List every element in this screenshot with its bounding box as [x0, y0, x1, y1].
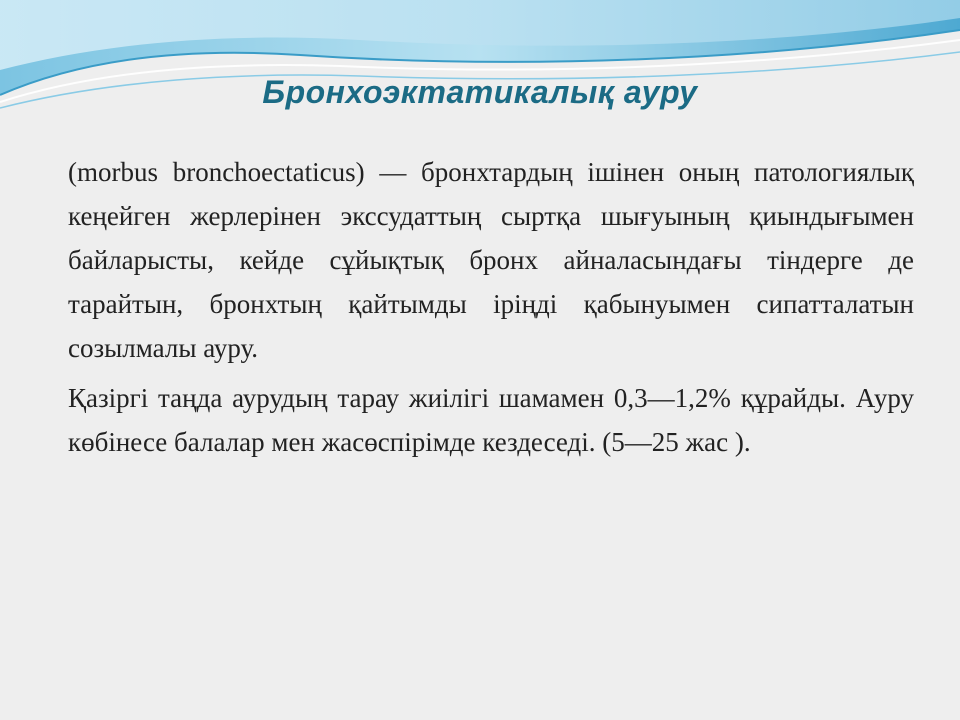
slide-title: Бронхоэктатикалық ауру [262, 74, 698, 110]
slide-body [68, 150, 914, 464]
paragraph-prevalence: Қазіргі таңда аурудың тарау жиілігі шамамен 0,3—1,2% құрайды. Ауру көбінесе балалар мен жасөспірімде кездеседі. (5—25 жас ). [68, 383, 914, 457]
paragraph-definition: (morbus bronchoectaticus) — бронхтардың ішінен оның патологиялық кеңейген жерлерінен экссудаттың сыртқа шығуының қиындығымен байларысты, кейде сұйықтық бронх айналасындағы тіндерге де тарайтын, бронхтың қайтымды іріңді қабынуымен сипатталатын созылмалы ауру. [68, 157, 914, 363]
